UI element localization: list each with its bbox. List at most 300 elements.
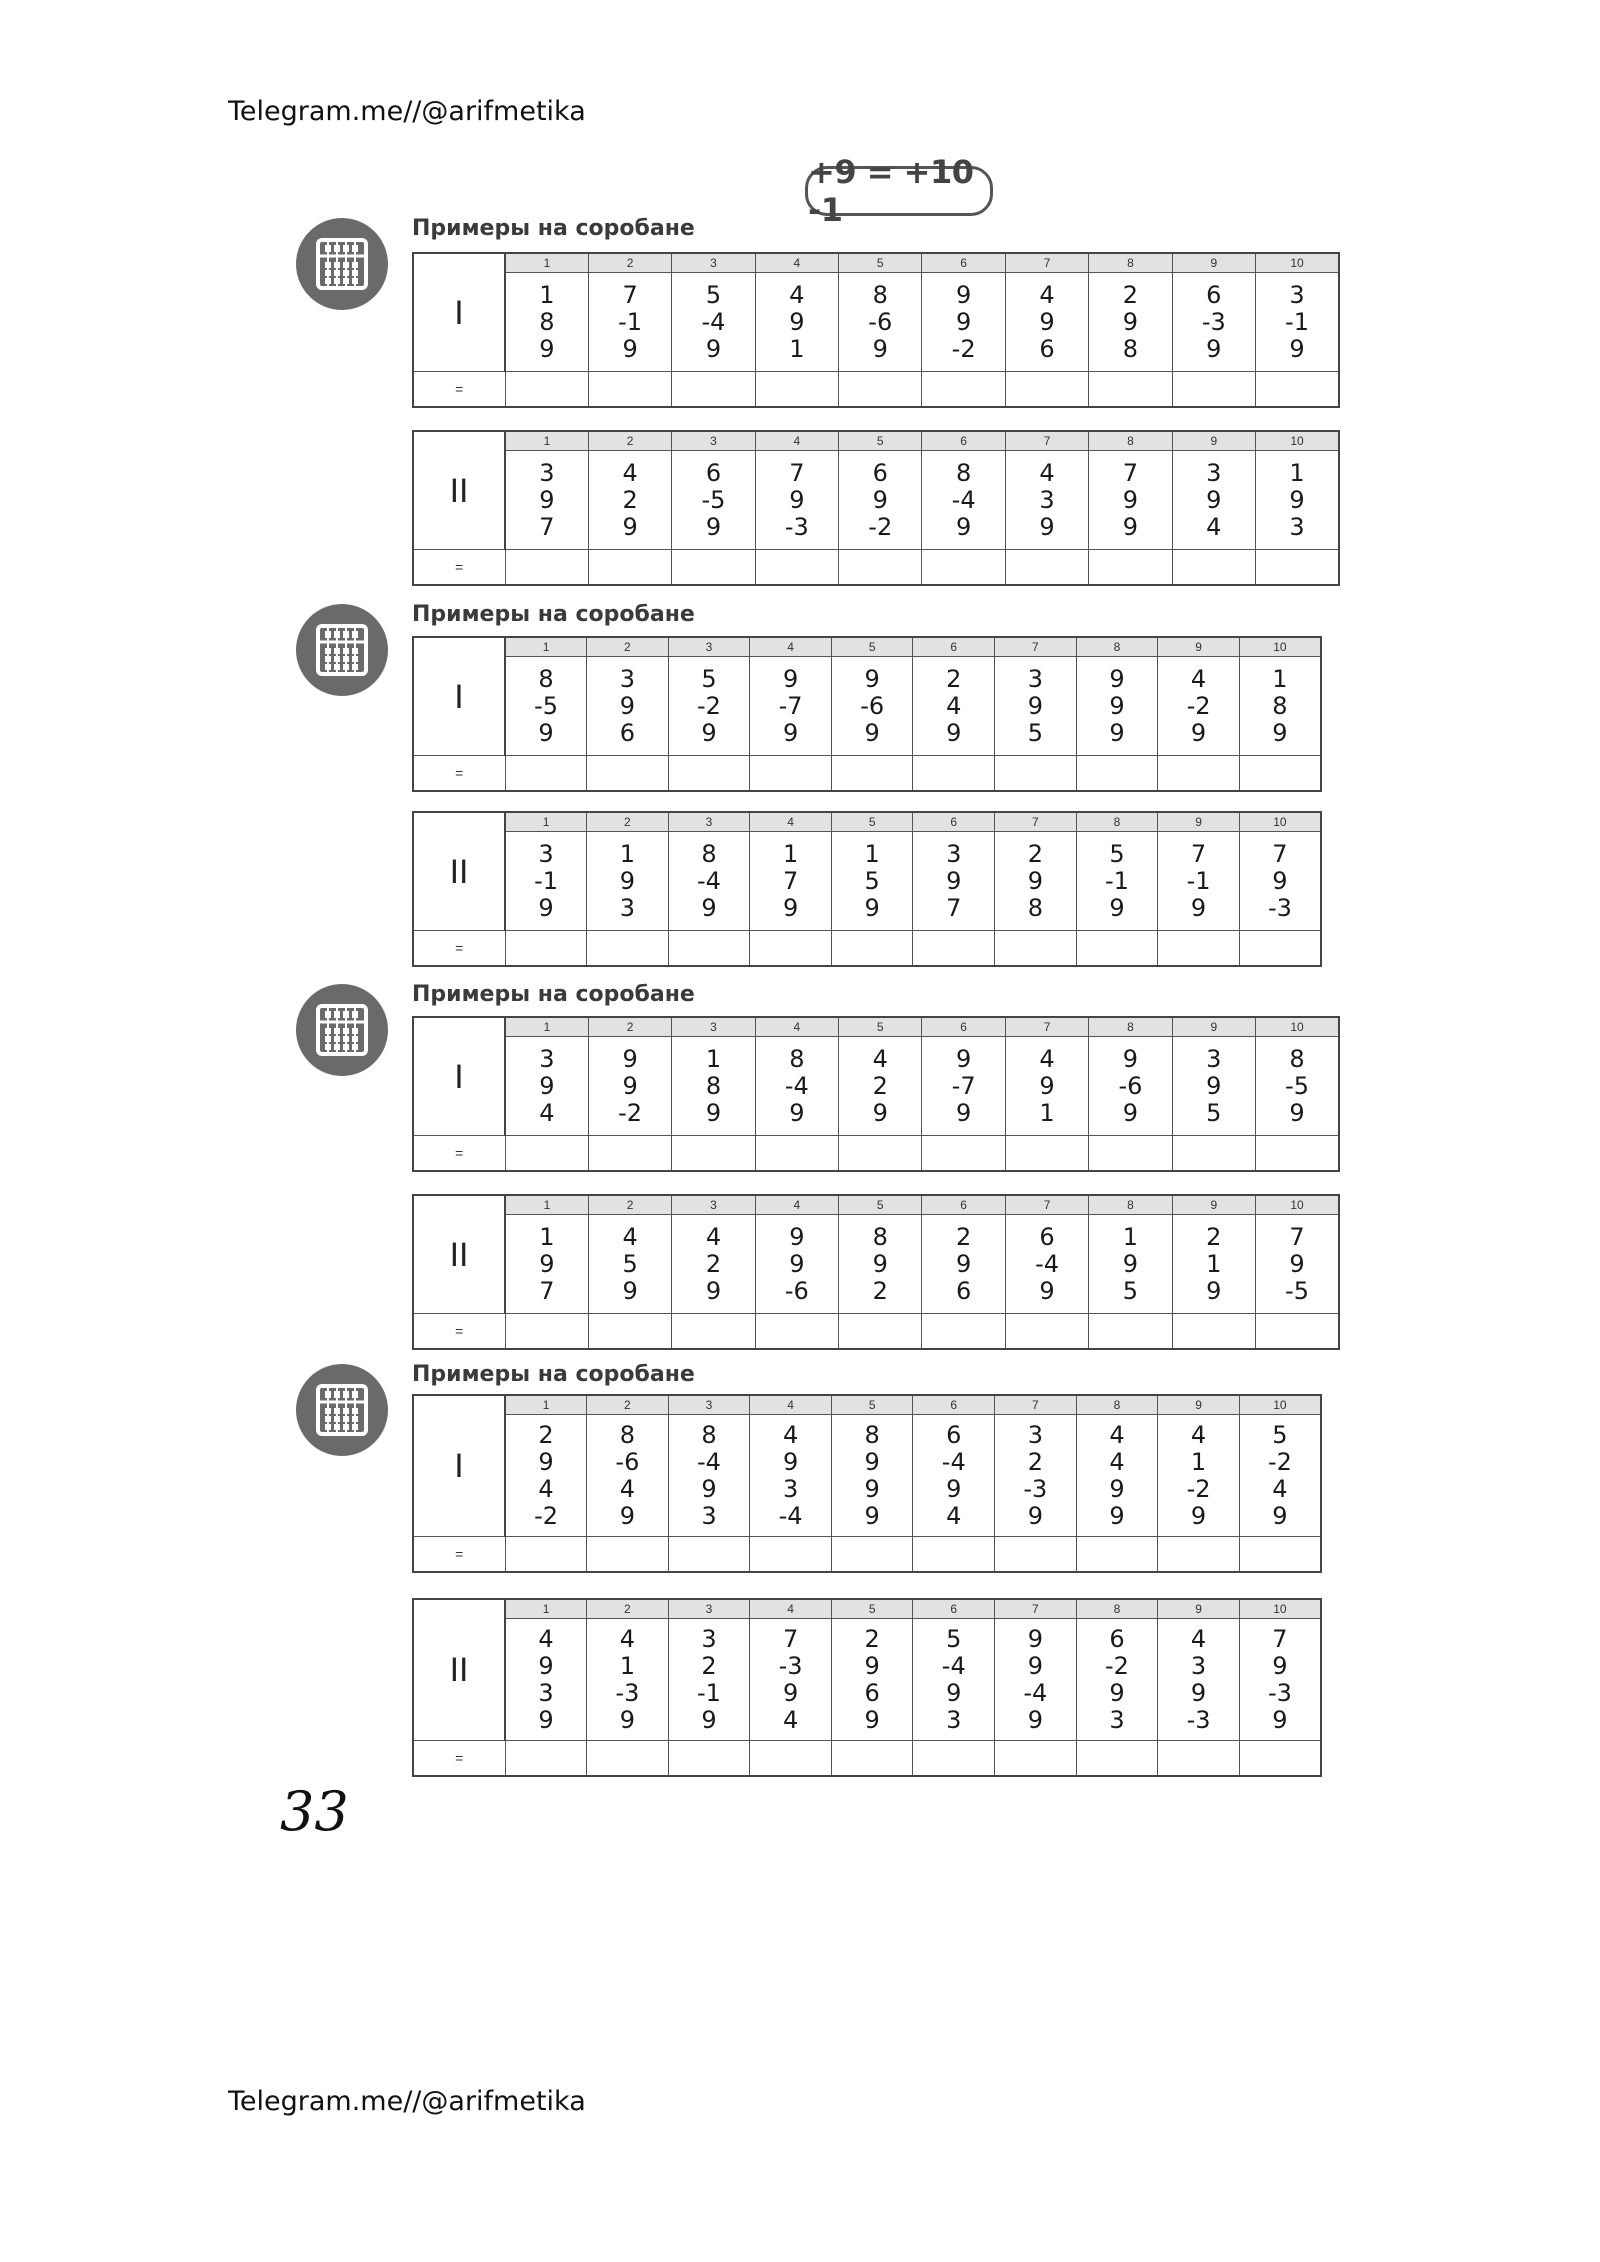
operand: 9 — [538, 1705, 554, 1734]
operand: 8 — [701, 1420, 717, 1449]
answer-cell[interactable] — [1172, 1314, 1255, 1350]
problem-column — [1076, 1619, 1158, 1741]
operand: 3 — [1027, 664, 1043, 693]
answer-cell[interactable] — [505, 756, 587, 792]
operand: 9 — [946, 1474, 962, 1503]
operand: 8 — [872, 280, 888, 309]
column-number: 3 — [668, 637, 750, 657]
operand: 9 — [705, 1098, 722, 1127]
problem-column — [755, 1037, 838, 1136]
answer-cell[interactable] — [755, 1314, 838, 1350]
answer-cell[interactable] — [588, 1314, 671, 1350]
problem-column — [1158, 657, 1240, 756]
operand: 5 — [1272, 1420, 1288, 1449]
answer-cell[interactable] — [1256, 550, 1339, 586]
row-label: I — [413, 637, 505, 756]
answer-cell[interactable] — [668, 1741, 750, 1777]
column-number: 10 — [1239, 1599, 1321, 1619]
operand: 8 — [619, 1420, 636, 1449]
problem-column — [588, 451, 671, 550]
answer-cell[interactable] — [913, 931, 995, 967]
answer-cell[interactable] — [587, 931, 669, 967]
operand: 9 — [1289, 334, 1305, 363]
answer-cell[interactable] — [750, 756, 832, 792]
operand: 9 — [619, 1501, 636, 1530]
operand: -3 — [615, 1678, 640, 1707]
answer-cell[interactable] — [922, 1136, 1005, 1172]
equals-label: = — [413, 1741, 505, 1777]
column-number: 5 — [831, 1395, 913, 1415]
answer-cell[interactable] — [913, 756, 995, 792]
answer-cell[interactable] — [668, 931, 750, 967]
column-number: 8 — [1076, 637, 1158, 657]
operand: -6 — [868, 307, 893, 336]
equals-label: = — [413, 931, 505, 967]
operand: 2 — [872, 1276, 888, 1305]
footer-text: Telegram.me//@arifmetika — [228, 2086, 586, 2117]
answer-cell[interactable] — [1076, 931, 1158, 967]
answer-cell[interactable] — [1076, 756, 1158, 792]
row-label: I — [413, 253, 505, 372]
operand: 9 — [705, 334, 722, 363]
operand: 9 — [1272, 1705, 1288, 1734]
operand: -4 — [778, 1501, 803, 1530]
operand: 1 — [1289, 458, 1305, 487]
operand: 8 — [864, 1420, 880, 1449]
operand: 8 — [1122, 334, 1139, 363]
operand: 7 — [622, 280, 638, 309]
problem-column — [1005, 273, 1088, 372]
answer-cell[interactable] — [1089, 1136, 1172, 1172]
operand: 4 — [782, 1420, 799, 1449]
problem-column — [922, 451, 1005, 550]
answer-cell[interactable] — [1089, 550, 1172, 586]
operand: 3 — [1206, 458, 1222, 487]
operand: 9 — [864, 1651, 880, 1680]
problem-column — [839, 273, 922, 372]
operand: 9 — [789, 307, 805, 336]
problem-column — [505, 1619, 587, 1741]
operand: 9 — [701, 718, 717, 747]
problem-column — [750, 1619, 832, 1741]
operand: 9 — [1027, 1624, 1043, 1653]
column-number: 1 — [505, 1599, 587, 1619]
operand: 4 — [619, 1624, 636, 1653]
answer-cell[interactable] — [922, 1314, 1005, 1350]
operand: 9 — [1039, 307, 1055, 336]
column-number: 4 — [755, 253, 838, 273]
answer-cell[interactable] — [839, 372, 922, 408]
answer-cell[interactable] — [922, 550, 1005, 586]
answer-cell[interactable] — [1076, 1537, 1158, 1573]
operand: 7 — [539, 512, 555, 541]
answer-cell[interactable] — [1005, 1136, 1088, 1172]
answer-cell[interactable] — [831, 756, 913, 792]
answer-cell[interactable] — [913, 1741, 995, 1777]
operand: -6 — [1118, 1071, 1143, 1100]
problem-column — [587, 832, 669, 931]
operand: -4 — [701, 307, 726, 336]
operand: 9 — [789, 1222, 805, 1251]
answer-cell[interactable] — [505, 550, 588, 586]
answer-cell[interactable] — [588, 550, 671, 586]
problem-column — [1076, 657, 1158, 756]
operand: -5 — [1285, 1071, 1309, 1100]
row-label: II — [413, 812, 505, 931]
equals-label: = — [413, 372, 505, 408]
problem-column — [1256, 1037, 1339, 1136]
problem-column — [831, 832, 913, 931]
operand: 1 — [539, 280, 555, 309]
operand: 9 — [864, 664, 880, 693]
column-number: 9 — [1158, 637, 1240, 657]
operand: 5 — [622, 1249, 638, 1278]
operand: 9 — [946, 718, 962, 747]
operand: -1 — [1285, 307, 1309, 336]
operand: -2 — [1186, 691, 1211, 720]
operand: 9 — [701, 1705, 717, 1734]
column-number: 5 — [831, 1599, 913, 1619]
operand: 3 — [538, 839, 554, 868]
answer-cell[interactable] — [1089, 372, 1172, 408]
answer-cell[interactable] — [672, 550, 755, 586]
column-number: 6 — [922, 253, 1005, 273]
problem-column — [505, 657, 587, 756]
problem-column — [1172, 1037, 1255, 1136]
operand: -3 — [778, 1651, 803, 1680]
problem-column — [750, 832, 832, 931]
problem-column — [587, 1415, 669, 1537]
problem-column — [1089, 1215, 1172, 1314]
operand: 7 — [782, 866, 799, 895]
column-number: 3 — [668, 1599, 750, 1619]
operand: -2 — [618, 1098, 643, 1127]
problem-column — [1239, 1619, 1321, 1741]
operand: 2 — [864, 1624, 880, 1653]
problem-column — [672, 1215, 755, 1314]
operand: 2 — [705, 1249, 722, 1278]
column-number: 4 — [750, 1599, 832, 1619]
answer-cell[interactable] — [1158, 1537, 1240, 1573]
answer-cell[interactable] — [995, 1537, 1077, 1573]
section-title: Примеры на соробане — [412, 216, 695, 241]
operand: 5 — [701, 664, 717, 693]
operand: 9 — [538, 1651, 554, 1680]
answer-cell[interactable] — [839, 550, 922, 586]
answer-cell[interactable] — [1005, 550, 1088, 586]
answer-cell[interactable] — [750, 1537, 832, 1573]
problem-column — [995, 1619, 1077, 1741]
exercise-table-ii — [412, 1598, 1322, 1777]
answer-cell[interactable] — [1005, 372, 1088, 408]
operand: 9 — [782, 664, 799, 693]
operand: 8 — [956, 458, 972, 487]
operand: 3 — [1027, 1420, 1043, 1449]
equals-label: = — [413, 1537, 505, 1573]
answer-cell[interactable] — [1158, 1741, 1240, 1777]
abacus-icon — [296, 604, 388, 696]
operand: 9 — [1206, 334, 1222, 363]
operand: -5 — [701, 485, 726, 514]
operand: 9 — [1109, 1678, 1125, 1707]
operand: 9 — [1272, 718, 1288, 747]
operand: 6 — [705, 458, 722, 487]
answer-cell[interactable] — [1172, 1136, 1255, 1172]
operand: 9 — [782, 893, 799, 922]
problem-column — [672, 451, 755, 550]
column-number: 2 — [587, 812, 669, 832]
column-number: 7 — [1005, 1195, 1088, 1215]
row-label: II — [413, 1195, 505, 1314]
problem-column — [587, 1619, 669, 1741]
operand: 2 — [538, 1420, 554, 1449]
operand: 3 — [619, 664, 636, 693]
column-number: 4 — [750, 637, 832, 657]
answer-cell[interactable] — [1158, 756, 1240, 792]
problem-column — [1256, 273, 1339, 372]
operand: -2 — [868, 512, 893, 541]
operand: -1 — [1186, 866, 1211, 895]
operand: 9 — [1272, 1501, 1288, 1530]
column-number: 3 — [672, 253, 755, 273]
operand: 9 — [864, 1474, 880, 1503]
column-number: 1 — [505, 1017, 588, 1037]
operand: 8 — [872, 1222, 888, 1251]
answer-cell[interactable] — [831, 931, 913, 967]
column-number: 3 — [672, 431, 755, 451]
answer-cell[interactable] — [505, 1314, 588, 1350]
column-number: 8 — [1089, 253, 1172, 273]
answer-cell[interactable] — [1172, 550, 1255, 586]
operand: 9 — [1122, 485, 1139, 514]
answer-cell[interactable] — [1172, 372, 1255, 408]
problem-column — [839, 1215, 922, 1314]
column-number: 1 — [505, 637, 587, 657]
problem-column — [588, 1037, 671, 1136]
answer-cell[interactable] — [750, 931, 832, 967]
answer-cell[interactable] — [995, 1741, 1077, 1777]
answer-cell[interactable] — [1239, 931, 1321, 967]
problem-column — [1005, 1037, 1088, 1136]
operand: 4 — [622, 458, 638, 487]
answer-cell[interactable] — [755, 372, 838, 408]
operand: -4 — [784, 1071, 809, 1100]
operand: 2 — [622, 485, 638, 514]
operand: 5 — [864, 866, 880, 895]
column-number: 5 — [831, 812, 913, 832]
operand: 2 — [956, 1222, 972, 1251]
operand: 1 — [1272, 664, 1288, 693]
problem-column — [913, 657, 995, 756]
answer-cell[interactable] — [1256, 1136, 1339, 1172]
operand: 3 — [1289, 512, 1305, 541]
operand: 9 — [1109, 664, 1125, 693]
column-number: 2 — [588, 1195, 671, 1215]
operand: 4 — [872, 1044, 888, 1073]
answer-cell[interactable] — [505, 1136, 588, 1172]
operand: 1 — [705, 1044, 722, 1073]
problem-column — [668, 657, 750, 756]
operand: -2 — [1267, 1447, 1292, 1476]
exercise-table-ii — [412, 811, 1322, 967]
section-title: Примеры на соробане — [412, 602, 695, 627]
answer-cell[interactable] — [831, 1741, 913, 1777]
equals-label: = — [413, 756, 505, 792]
answer-cell[interactable] — [750, 1741, 832, 1777]
answer-cell[interactable] — [1076, 1741, 1158, 1777]
answer-cell[interactable] — [831, 1537, 913, 1573]
answer-cell[interactable] — [1239, 1741, 1321, 1777]
operand: 9 — [1122, 512, 1139, 541]
operand: 8 — [789, 1044, 805, 1073]
operand: -3 — [1023, 1474, 1048, 1503]
column-number: 4 — [755, 1195, 838, 1215]
operand: 9 — [1027, 866, 1043, 895]
column-number: 6 — [913, 1599, 995, 1619]
operand: 9 — [1190, 1501, 1207, 1530]
answer-cell[interactable] — [755, 1136, 838, 1172]
operand: 5 — [1109, 839, 1125, 868]
operand: 3 — [538, 1678, 554, 1707]
operand: -3 — [1267, 1678, 1292, 1707]
answer-cell[interactable] — [1256, 372, 1339, 408]
operand: 6 — [1039, 1222, 1055, 1251]
answer-cell[interactable] — [995, 756, 1077, 792]
column-number: 1 — [505, 431, 588, 451]
operand: 2 — [1027, 1447, 1043, 1476]
answer-cell[interactable] — [995, 931, 1077, 967]
operand: 1 — [619, 1651, 636, 1680]
operand: 9 — [956, 1044, 972, 1073]
row-label: II — [413, 431, 505, 550]
operand: 9 — [701, 1474, 717, 1503]
operand: 3 — [539, 458, 555, 487]
operand: 4 — [1272, 1474, 1288, 1503]
operand: 1 — [1190, 1447, 1207, 1476]
answer-cell[interactable] — [839, 1314, 922, 1350]
problem-column — [505, 273, 588, 372]
operand: 3 — [539, 1044, 555, 1073]
problem-column — [1076, 1415, 1158, 1537]
operand: -5 — [1285, 1276, 1309, 1305]
operand: 9 — [1039, 1071, 1055, 1100]
operand: 9 — [864, 1447, 880, 1476]
answer-cell[interactable] — [588, 372, 671, 408]
operand: 9 — [872, 1249, 888, 1278]
problem-column — [505, 451, 588, 550]
exercise-table-i — [412, 1394, 1322, 1573]
column-number: 1 — [505, 1195, 588, 1215]
row-label: I — [413, 1017, 505, 1136]
operand: 9 — [1109, 718, 1125, 747]
column-number: 7 — [995, 1395, 1077, 1415]
operand: 9 — [1272, 1651, 1288, 1680]
answer-cell[interactable] — [839, 1136, 922, 1172]
answer-cell[interactable] — [668, 756, 750, 792]
operand: 7 — [1272, 1624, 1288, 1653]
operand: -4 — [941, 1651, 966, 1680]
operand: 4 — [622, 1222, 638, 1251]
operand: 9 — [872, 485, 888, 514]
answer-cell[interactable] — [505, 931, 587, 967]
operand: 4 — [946, 691, 962, 720]
operand: 4 — [705, 1222, 722, 1251]
column-number: 4 — [755, 431, 838, 451]
problem-column — [755, 273, 838, 372]
answer-cell[interactable] — [672, 372, 755, 408]
answer-cell[interactable] — [587, 1741, 669, 1777]
column-number: 2 — [588, 253, 671, 273]
operand: 3 — [619, 893, 636, 922]
problem-column — [1089, 451, 1172, 550]
answer-cell[interactable] — [588, 1136, 671, 1172]
column-number: 4 — [750, 812, 832, 832]
operand: 9 — [956, 512, 972, 541]
answer-cell[interactable] — [587, 756, 669, 792]
problem-column — [913, 1415, 995, 1537]
column-number: 6 — [913, 812, 995, 832]
answer-cell[interactable] — [1005, 1314, 1088, 1350]
answer-cell[interactable] — [922, 372, 1005, 408]
answer-cell[interactable] — [1089, 1314, 1172, 1350]
operand: 9 — [538, 718, 554, 747]
column-number: 2 — [588, 1017, 671, 1037]
problem-column — [750, 657, 832, 756]
answer-cell[interactable] — [587, 1537, 669, 1573]
answer-cell[interactable] — [672, 1314, 755, 1350]
answer-cell[interactable] — [505, 1741, 587, 1777]
answer-cell[interactable] — [672, 1136, 755, 1172]
problem-column — [1076, 832, 1158, 931]
operand: 9 — [1109, 691, 1125, 720]
operand: 3 — [946, 1705, 962, 1734]
operand: 1 — [619, 839, 636, 868]
answer-cell[interactable] — [913, 1537, 995, 1573]
operand: 4 — [1039, 458, 1055, 487]
problem-column — [1172, 1215, 1255, 1314]
operand: 9 — [619, 866, 636, 895]
answer-cell[interactable] — [668, 1537, 750, 1573]
operand: 9 — [872, 1098, 888, 1127]
equals-label: = — [413, 1314, 505, 1350]
column-number: 8 — [1089, 431, 1172, 451]
problem-column — [1005, 1215, 1088, 1314]
answer-cell[interactable] — [1239, 756, 1321, 792]
operand: 9 — [956, 1098, 972, 1127]
operand: 7 — [539, 1276, 555, 1305]
problem-column — [831, 1415, 913, 1537]
answer-cell[interactable] — [505, 1537, 587, 1573]
column-number: 1 — [505, 1395, 587, 1415]
column-number: 3 — [672, 1195, 755, 1215]
problem-column — [1239, 1415, 1321, 1537]
answer-cell[interactable] — [1256, 1314, 1339, 1350]
operand: 1 — [1206, 1249, 1222, 1278]
answer-cell[interactable] — [1239, 1537, 1321, 1573]
answer-cell[interactable] — [505, 372, 588, 408]
operand: -6 — [784, 1276, 809, 1305]
answer-cell[interactable] — [1158, 931, 1240, 967]
operand: 3 — [1206, 1044, 1222, 1073]
column-number: 3 — [672, 1017, 755, 1037]
operand: 4 — [1190, 1420, 1207, 1449]
column-number: 8 — [1089, 1017, 1172, 1037]
operand: 9 — [539, 485, 555, 514]
operand: -4 — [951, 485, 976, 514]
operand: 9 — [1122, 1098, 1139, 1127]
column-number: 2 — [587, 1395, 669, 1415]
answer-cell[interactable] — [755, 550, 838, 586]
